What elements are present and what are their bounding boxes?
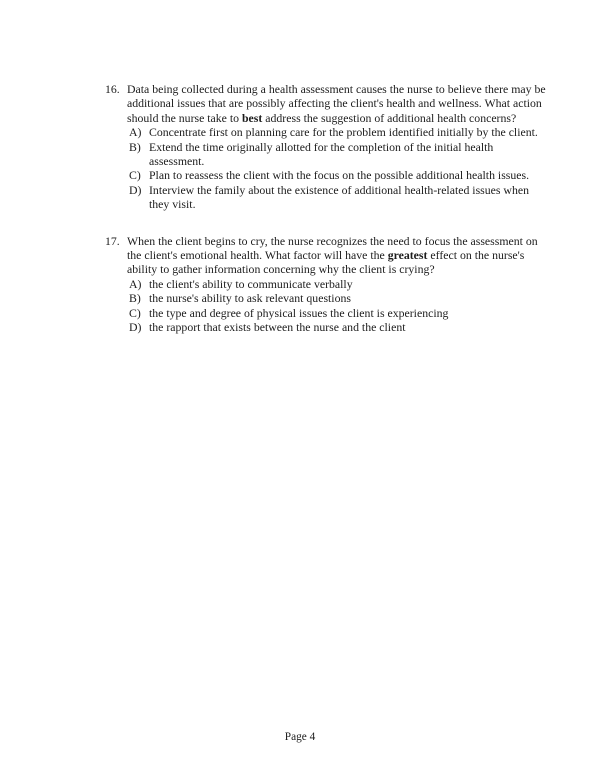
stem-text-post: effect on the nurse's ability to gather information concerning why the client is crying? — [127, 248, 525, 277]
option-row-c — [129, 168, 548, 182]
option-row-a — [129, 125, 548, 139]
option-row-d — [129, 183, 548, 212]
question-body — [127, 82, 548, 212]
options-list — [127, 277, 548, 335]
option-letter: D) — [129, 182, 142, 197]
option-text: the client's ability to communicate verbally — [149, 276, 353, 291]
option-text: the rapport that exists between the nurse and the client — [149, 320, 406, 335]
option-text: the nurse's ability to ask relevant questions — [149, 291, 351, 306]
option-letter: C) — [129, 168, 141, 183]
option-text: Concentrate first on planning care for the problem identified initially by the client. — [149, 125, 538, 140]
option-letter: B) — [129, 139, 141, 154]
option-text: Interview the family about the existence of additional health-related issues when they visit. — [149, 182, 529, 212]
question-17 — [105, 234, 552, 335]
option-letter: D) — [129, 320, 142, 335]
question-stem — [127, 234, 548, 277]
stem-bold-word: greatest — [387, 248, 428, 263]
option-text: Plan to reassess the client with the focus on the possible additional health issues. — [149, 168, 530, 183]
stem-text-pre: Data being collected during a health assessment causes the nurse to believe there may be additional issues that are possibly affecting the client's health and wellness. What action should the nurse take to — [127, 82, 546, 125]
option-text: the type and degree of physical issues the client is experiencing — [149, 305, 449, 320]
question-number: 17. — [105, 233, 120, 248]
question-number: 16. — [105, 82, 120, 96]
option-row-d — [129, 320, 548, 334]
options-list — [127, 125, 548, 211]
option-row-b — [129, 291, 548, 305]
option-letter: C) — [129, 305, 141, 320]
question-stem — [127, 82, 548, 125]
option-row-a — [129, 277, 548, 291]
option-letter: A) — [129, 125, 142, 140]
stem-bold-word: best — [242, 110, 263, 125]
question-16 — [105, 82, 552, 212]
option-row-b — [129, 140, 548, 169]
option-text: Extend the time originally allotted for the completion of the initial health assessment. — [149, 139, 494, 169]
page-footer: Page 4 — [284, 731, 316, 743]
question-body — [127, 234, 548, 335]
option-row-c — [129, 306, 548, 320]
stem-text-pre: When the client begins to cry, the nurse recognizes the need to focus the assessment on the client's emotional health. What factor will have the — [127, 233, 538, 263]
stem-text-post: address the suggestion of additional health concerns? — [262, 110, 517, 125]
option-letter: B) — [129, 291, 141, 306]
option-letter: A) — [129, 276, 142, 291]
questions-area — [105, 82, 552, 335]
